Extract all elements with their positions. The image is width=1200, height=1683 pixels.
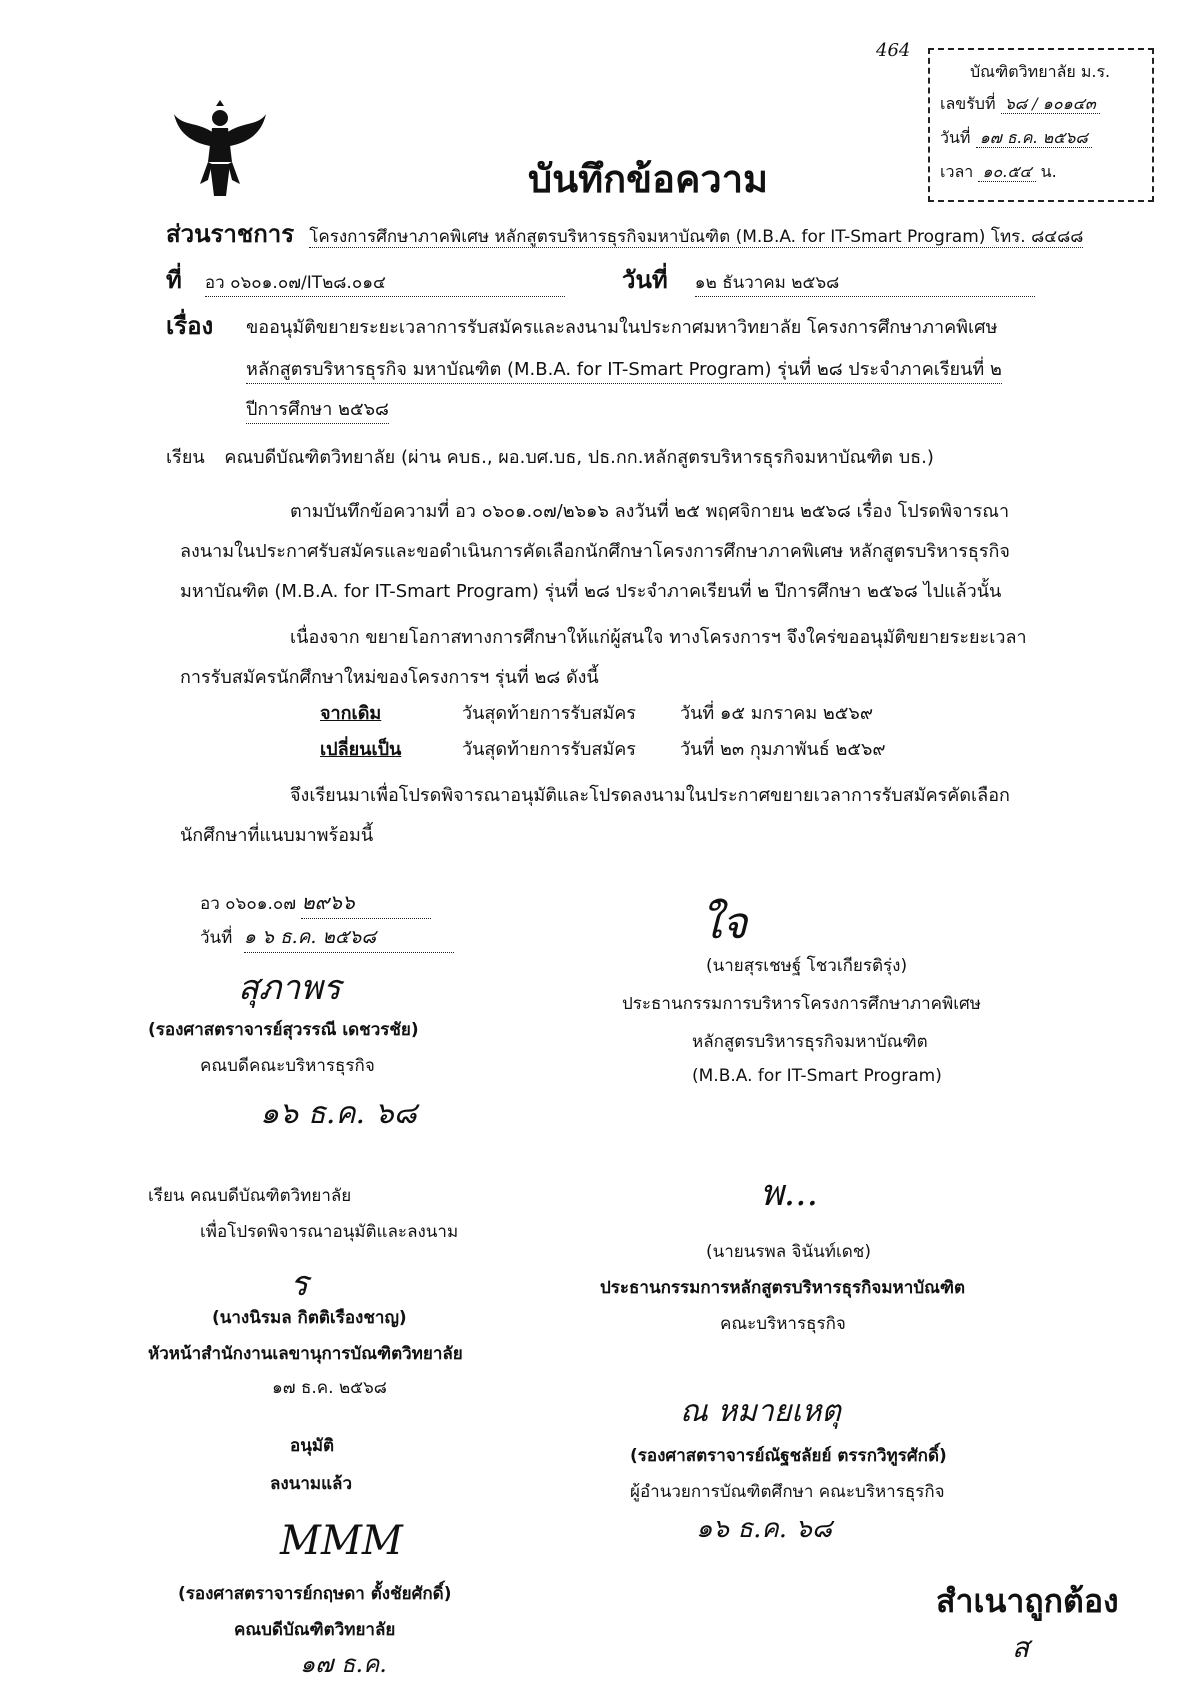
addressee-value: คณบดีบัณฑิตวิทยาลัย (ผ่าน คบธ., ผอ.บศ.บธ, ปธ.กก.หลักสูตรบริหารธุรกิจมหาบัณฑิต บธ.)	[224, 447, 934, 468]
stamp-time-label: เวลา	[940, 162, 974, 181]
right-role-2a: ประธานกรรมการหลักสูตรบริหารธุรกิจมหาบัณฑิต	[600, 1278, 966, 1298]
right-role-2b: คณะบริหารธุรกิจ	[720, 1314, 846, 1334]
garuda-emblem-icon	[172, 100, 268, 200]
stamp-time-row	[940, 160, 1057, 185]
department-row	[166, 214, 1083, 253]
para3-line-1: จึงเรียนมาเพื่อโปรดพิจารณาอนุมัติและโปรดลงนามในประกาศขยายเวลาการรับสมัครคัดเลือก	[290, 785, 1010, 806]
change-to-label: เปลี่ยนเป็น	[320, 739, 402, 760]
right-role-1b: หลักสูตรบริหารธุรกิจมหาบัณฑิต	[692, 1032, 928, 1052]
left-name-2: (นางนิรมล กิตติเรืองชาญ)	[212, 1308, 407, 1328]
left-signature-1: สุภาพร	[238, 968, 341, 1008]
reference-value: อว ๐๖๐๑.๐๗/IT๒๘.๐๑๔	[205, 269, 565, 297]
right-role-1a: ประธานกรรมการบริหารโครงการศึกษาภาคพิเศษ	[622, 994, 982, 1014]
signed-label: ลงนามแล้ว	[270, 1474, 353, 1494]
stamp-date-value: ๑๗ ธ.ค. ๒๕๖๘	[976, 128, 1092, 148]
right-signature-2: พ...	[760, 1173, 819, 1214]
left-date-row	[200, 922, 454, 953]
stamp-office: บัณฑิตวิทยาลัย ม.ร.	[970, 62, 1111, 81]
left-hand-3: ๑๗ ธ.ค.	[300, 1650, 387, 1678]
left-role-2: หัวหน้าสำนักงานเลขานุการบัณฑิตวิทยาลัย	[148, 1344, 463, 1364]
left-to-line-1: เรียน คณบดีบัณฑิตวิทยาลัย	[148, 1186, 352, 1206]
stamp-time-unit: น.	[1040, 162, 1057, 181]
subject-line-2: หลักสูตรบริหารธุรกิจ มหาบัณฑิต (M.B.A. for IT-Smart Program) รุ่นที่ ๒๘ ประจำภาคเรียนที่ ๒	[246, 354, 1002, 384]
right-signature-3: ณ หมายเหตุ	[680, 1394, 841, 1429]
para3-line-2: นักศึกษาที่แนบมาพร้อมนี้	[180, 825, 374, 846]
subject-line-3: ปีการศึกษา ๒๕๖๘	[246, 394, 389, 424]
document-title: บันทึกข้อความ	[528, 157, 769, 201]
left-signature-3: MMM	[280, 1518, 403, 1564]
left-ref-prefix: อว ๐๖๐๑.๐๗	[200, 894, 297, 914]
certified-copy-label: สำเนาถูกต้อง	[936, 1582, 1119, 1620]
left-name-3: (รองศาสตราจารย์กฤษดา ตั้งชัยศักดิ์)	[178, 1584, 452, 1604]
right-name-1: (นายสุรเชษฐ์ โชวเกียรติรุ่ง)	[706, 956, 908, 976]
receive-stamp	[928, 48, 1154, 202]
change-from-label: จากเดิม	[320, 703, 382, 724]
reference-row	[166, 260, 565, 299]
para1-line-3: มหาบัณฑิต (M.B.A. for IT-Smart Program) รุ่นที่ ๒๘ ประจำภาคเรียนที่ ๒ ปีการศึกษา ๒๕๖๘ ไปแล้วนั้น	[180, 581, 1002, 602]
left-name-1: (รองศาสตราจารย์สุวรรณี เดชวรชัย)	[148, 1020, 419, 1040]
left-hand-date-1: ๑๖ ธ.ค. ๖๘	[260, 1096, 417, 1131]
para1-line-1: ตามบันทึกข้อความที่ อว ๐๖๐๑.๐๗/๒๖๑๖ ลงวันที่ ๒๕ พฤศจิกายน ๒๕๖๘ เรื่อง โปรดพิจารณา	[290, 501, 1010, 522]
stamp-date-row	[940, 126, 1092, 151]
stamp-time-value: ๑๐.๕๔	[978, 162, 1035, 182]
stamp-recv-value: ๖๘ / ๑๐๑๔๓	[1001, 94, 1100, 114]
department-value: โครงการศึกษาภาคพิเศษ หลักสูตรบริหารธุรกิจมหาบัณฑิต (M.B.A. for IT-Smart Program) โทร. ๘๔๘๘	[309, 227, 1084, 247]
right-hand-3: ๑๖ ธ.ค. ๖๘	[696, 1514, 832, 1544]
department-label: ส่วนราชการ	[166, 220, 295, 248]
header-date-label: วันที่	[622, 266, 668, 294]
change-to-desc: วันสุดท้ายการรับสมัคร	[462, 739, 636, 760]
left-date-2: ๑๗ ธ.ค. ๒๕๖๘	[272, 1378, 387, 1398]
header-date-row	[622, 260, 1035, 299]
addressee-row	[166, 442, 934, 471]
stamp-date-label: วันที่	[940, 128, 971, 147]
left-role-3: คณบดีบัณฑิตวิทยาลัย	[234, 1620, 396, 1640]
left-to-line-2: เพื่อโปรดพิจารณาอนุมัติและลงนาม	[200, 1222, 459, 1242]
left-date-hand: ๑ ๖ ธ.ค. ๒๕๖๘	[244, 922, 454, 953]
page-number: 464	[876, 40, 911, 61]
subject-line-1: ขออนุมัติขยายระยะเวลาการรับสมัครและลงนามในประกาศมหาวิทยาลัย โครงการศึกษาภาคพิเศษ	[246, 317, 998, 338]
stamp-recv-row	[940, 92, 1100, 117]
para1-line-2: ลงนามในประกาศรับสมัครและขอดำเนินการคัดเลือกนักศึกษาโครงการศึกษาภาคพิเศษ หลักสูตรบริหารธุรกิจ	[180, 541, 1010, 562]
change-to-date: วันที่ ๒๓ กุมภาพันธ์ ๒๕๖๙	[680, 739, 886, 760]
left-ref-hand: ๒๙๖๖	[301, 886, 431, 919]
right-name-2: (นายนรพล จินันท์เดช)	[706, 1242, 871, 1262]
change-from-date: วันที่ ๑๕ มกราคม ๒๕๖๙	[680, 703, 874, 724]
subject-label: เรื่อง	[166, 312, 214, 340]
para2-line-1: เนื่องจาก ขยายโอกาสทางการศึกษาให้แก่ผู้สนใจ ทางโครงการฯ จึงใคร่ขออนุมัติขยายระยะเวลา	[290, 627, 1027, 648]
left-signature-2: ร	[290, 1264, 309, 1304]
left-role-1: คณบดีคณะบริหารธุรกิจ	[200, 1056, 375, 1076]
right-role-1c: (M.B.A. for IT-Smart Program)	[692, 1066, 942, 1086]
header-date-value: ๑๒ ธันวาคม ๒๕๖๘	[695, 269, 1035, 297]
certified-signature: ส	[1012, 1631, 1030, 1664]
stamp-recv-label: เลขรับที่	[940, 94, 996, 113]
left-date-prefix: วันที่	[200, 928, 233, 948]
left-ref-row	[200, 886, 431, 919]
reference-label: ที่	[166, 266, 182, 294]
right-role-3: ผู้อำนวยการบัณฑิตศึกษา คณะบริหารธุรกิจ	[630, 1482, 945, 1502]
approve-label: อนุมัติ	[290, 1436, 335, 1456]
change-from-desc: วันสุดท้ายการรับสมัคร	[462, 703, 636, 724]
right-name-3: (รองศาสตราจารย์ณัฐชลัยย์ ตรรกวิทูรศักดิ์)	[630, 1446, 947, 1466]
para2-line-2: การรับสมัครนักศึกษาใหม่ของโครงการฯ รุ่นที่ ๒๘ ดังนี้	[180, 667, 599, 688]
addressee-label: เรียน	[166, 447, 205, 468]
right-signature-1: ใจ	[700, 898, 748, 949]
